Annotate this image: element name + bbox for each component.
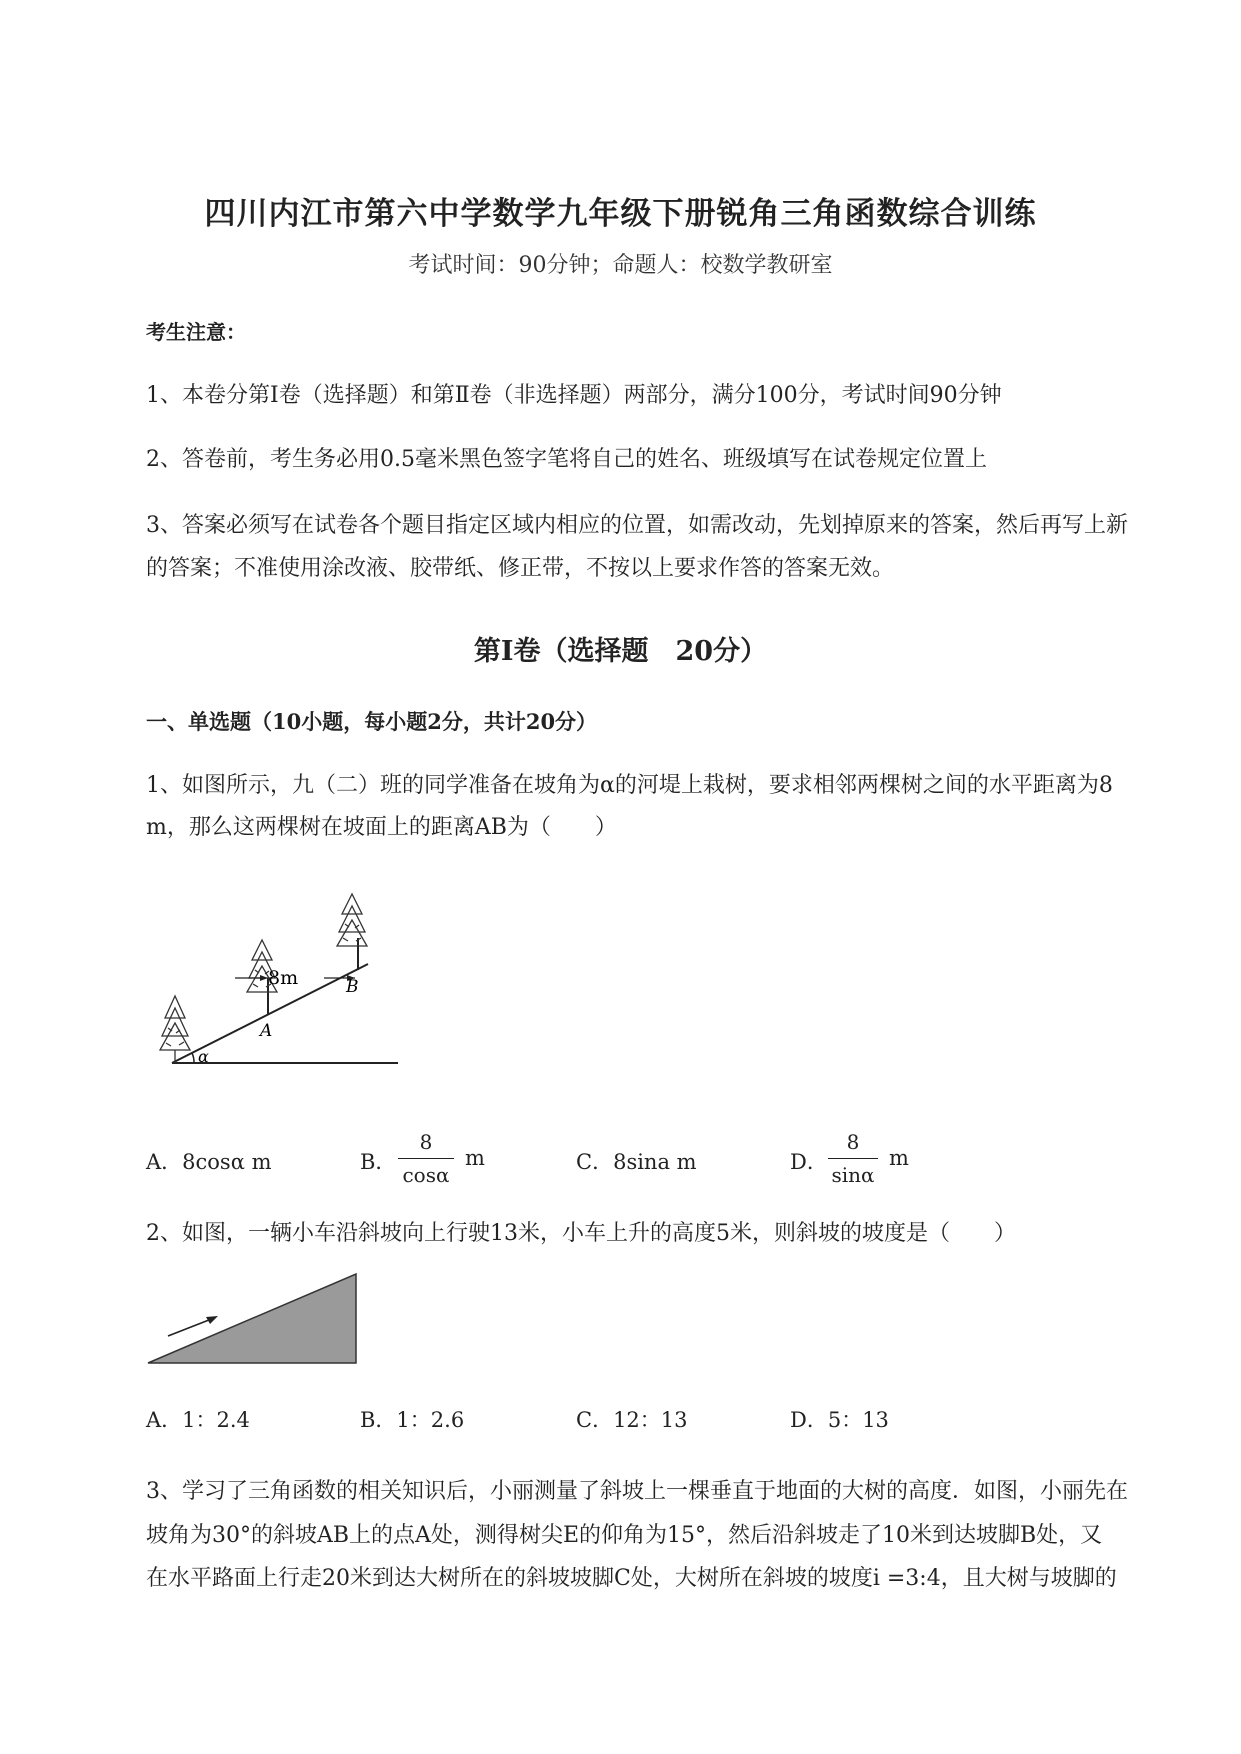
q1-option-d-fraction: [828, 1130, 878, 1187]
q2-option-a[interactable]: A．1：2.4: [146, 1408, 250, 1432]
dist-label: 8m: [268, 967, 299, 989]
direction-arrow-line: [168, 1318, 214, 1336]
q1-text-line1: 1、如图所示，九（二）班的同学准备在坡角为α的河堤上栽树，要求相邻两棵树之间的水平距离为8: [146, 773, 1113, 798]
notice-heading: 考生注意：: [146, 320, 246, 344]
q1-option-d-numerator: 8: [846, 1130, 860, 1154]
q1-option-b-unit: m: [465, 1146, 485, 1170]
q1-option-d-denominator: sinα: [831, 1163, 875, 1187]
q1-option-b-fraction: [398, 1130, 454, 1187]
fraction-bar: [828, 1158, 878, 1159]
arrow-icon: [206, 1316, 218, 1324]
q1-slope-figure: [150, 878, 410, 1078]
fraction-bar: [398, 1158, 454, 1159]
dim-arrow-left: [260, 975, 268, 981]
q1-option-a-text: 8cosα m: [182, 1150, 272, 1174]
q3-text-line2: 坡角为30°的斜坡AB上的点A处，测得树尖E的仰角为15°，然后沿斜坡走了10米到达坡脚B处，又: [146, 1523, 1103, 1548]
q3-text-line3: 在水平路面上行走20米到达大树所在的斜坡坡脚C处，大树所在斜坡的坡度i =3:4，且大树与坡脚的: [146, 1566, 1117, 1591]
q2-option-c[interactable]: C．12：13: [576, 1408, 688, 1432]
q1-option-d-prefix[interactable]: D．: [790, 1150, 828, 1174]
q2-option-d[interactable]: D．5：13: [790, 1408, 889, 1432]
q2-incline-figure: [140, 1268, 370, 1368]
alpha-label: α: [198, 1047, 209, 1066]
q2-text-line1: 2、如图，一辆小车沿斜坡向上行驶13米，小车上升的高度5米，则斜坡的坡度是（ ）: [146, 1221, 1016, 1246]
q1-option-a-prefix: A．: [146, 1150, 183, 1174]
q1-option-c-text: 8sina m: [613, 1150, 697, 1174]
point-a-label: A: [260, 1021, 273, 1041]
angle-arc: [192, 1053, 194, 1063]
notice-item-3-cont: 的答案；不准使用涂改液、胶带纸、修正带，不按以上要求作答的答案无效。: [146, 556, 895, 581]
part-heading: 一、单选题（10小题，每小题2分，共计20分）: [146, 709, 598, 734]
q1-option-b-prefix[interactable]: B．: [360, 1150, 397, 1174]
q1-text-line2: m，那么这两棵树在坡面上的距离AB为（ ）: [146, 815, 617, 840]
exam-subtitle: 考试时间：90分钟；命题人：校数学教研室: [408, 253, 833, 278]
section-title: 第Ⅰ卷（选择题 20分）: [473, 636, 768, 667]
q1-option-b-numerator: 8: [419, 1130, 433, 1154]
tree-icon-b: [337, 894, 367, 946]
notice-item-2: 2、答卷前，考生务必用0.5毫米黑色签字笔将自己的姓名、班级填写在试卷规定位置上: [146, 447, 987, 472]
q1-option-a[interactable]: [146, 1146, 271, 1176]
point-b-label: B: [346, 977, 359, 997]
tree-icon-left: [160, 996, 190, 1063]
q1-option-d-unit: m: [889, 1146, 909, 1170]
incline-triangle: [148, 1274, 356, 1363]
q2-option-b[interactable]: B．1：2.6: [360, 1408, 465, 1432]
q1-option-c-prefix: C．: [576, 1150, 614, 1174]
notice-item-3: 3、答案必须写在试卷各个题目指定区域内相应的位置，如需改动，先划掉原来的答案，然后再写上新: [146, 513, 1129, 538]
q1-option-c[interactable]: [576, 1146, 697, 1176]
notice-item-1: 1、本卷分第Ⅰ卷（选择题）和第Ⅱ卷（非选择题）两部分，满分100分，考试时间90分钟: [146, 383, 1002, 408]
page-title: 四川内江市第六中学数学九年级下册锐角三角函数综合训练: [204, 196, 1037, 232]
q3-text-line1: 3、学习了三角函数的相关知识后，小丽测量了斜坡上一棵垂直于地面的大树的高度．如图，小丽先在: [146, 1479, 1129, 1504]
q1-option-b-denominator: cosα: [402, 1163, 450, 1187]
